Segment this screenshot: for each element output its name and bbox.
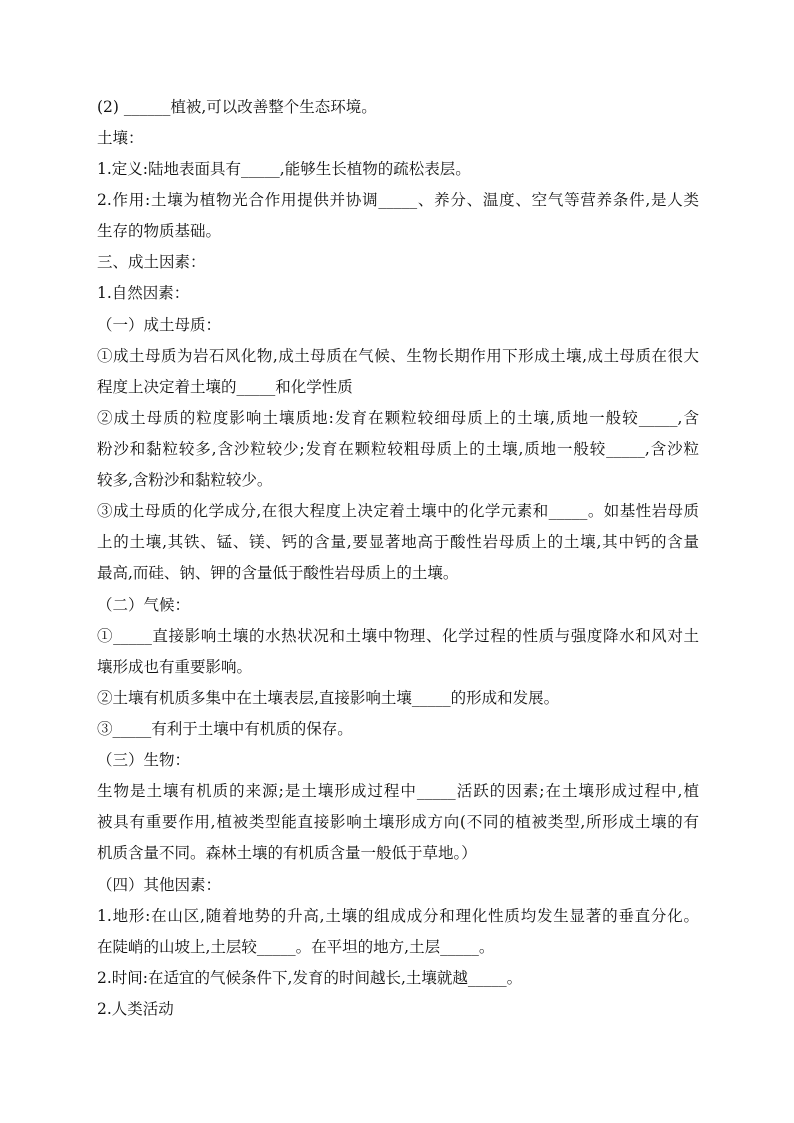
subheading: （二）气候：	[97, 596, 191, 614]
text-line: 1.地形:在山区,随着地势的升高,土壤的组成成分和理化性质均发生显著的垂直分化。	[97, 907, 699, 925]
text-line: ①成土母质为岩石风化物,成土母质在气候、生物长期作用下形成土壤,成土母质在很大	[97, 347, 699, 365]
subheading: （一）成土母质：	[97, 316, 222, 334]
text-line: ②土壤有机质多集中在土壤表层,直接影响土壤_____的形成和发展。	[97, 689, 560, 707]
text-line: 较多,含粉沙和黏粒较少。	[97, 471, 273, 489]
text-line: 被具有重要作用,植被类型能直接影响土壤形成方向(不同的植被类型,所形成土壤的有	[97, 813, 699, 831]
text-line: ①_____直接影响土壤的水热状况和土壤中物理、化学过程的性质与强度降水和风对土	[97, 627, 699, 645]
text-line: 生存的物质基础。	[97, 222, 222, 240]
text-line: 粉沙和黏粒较多,含沙粒较少;发育在颗粒较粗母质上的土壤,质地一般较_____,含沙粒	[97, 440, 699, 458]
text-line: 壤形成也有重要影响。	[97, 658, 253, 676]
subheading: （四）其他因素：	[97, 876, 222, 894]
text-line: 2.时间:在适宜的气候条件下,发育的时间越长,土壤就越_____。	[97, 969, 523, 987]
section-heading-soil: 土壤：	[97, 129, 144, 147]
text-line: 2.作用:土壤为植物光合作用提供并协调_____、养分、温度、空气等营养条件,是人类	[97, 191, 699, 209]
text-line: 最高,而硅、钠、钾的含量低于酸性岩母质上的土壤。	[97, 564, 459, 582]
subheading: （三）生物：	[97, 751, 191, 769]
text-line: 1.定义:陆地表面具有_____,能够生长植物的疏松表层。	[97, 160, 471, 178]
text-line: 上的土壤,其铁、锰、镁、钙的含量,要显著地高于酸性岩母质上的土壤,其中钙的含量	[97, 533, 699, 551]
text-line: ③_____有利于土壤中有机质的保存。	[97, 720, 353, 738]
text-line: 在陡峭的山坡上,土层较_____。在平坦的地方,土层_____。	[97, 938, 495, 956]
section-heading: 三、成土因素：	[97, 253, 206, 271]
text-line: 程度上决定着土壤的_____和化学性质	[97, 378, 353, 396]
subheading: 1.自然因素：	[97, 284, 190, 302]
text-line: (2) ______植被,可以改善整个生态环境。	[97, 98, 377, 116]
text-line: 2.人类活动	[97, 1000, 174, 1018]
text-line: ②成土母质的粒度影响土壤质地:发育在颗粒较细母质上的土壤,质地一般较_____,含	[97, 409, 699, 427]
text-line: 生物是土壤有机质的来源;是土壤形成过程中_____活跃的因素;在土壤形成过程中,植	[97, 782, 699, 800]
text-line: ③成土母质的化学成分,在很大程度上决定着土壤中的化学元素和_____。如基性岩母质	[97, 502, 699, 520]
text-line: 机质含量不同。森林土壤的有机质含量一般低于草地。）	[97, 844, 477, 862]
